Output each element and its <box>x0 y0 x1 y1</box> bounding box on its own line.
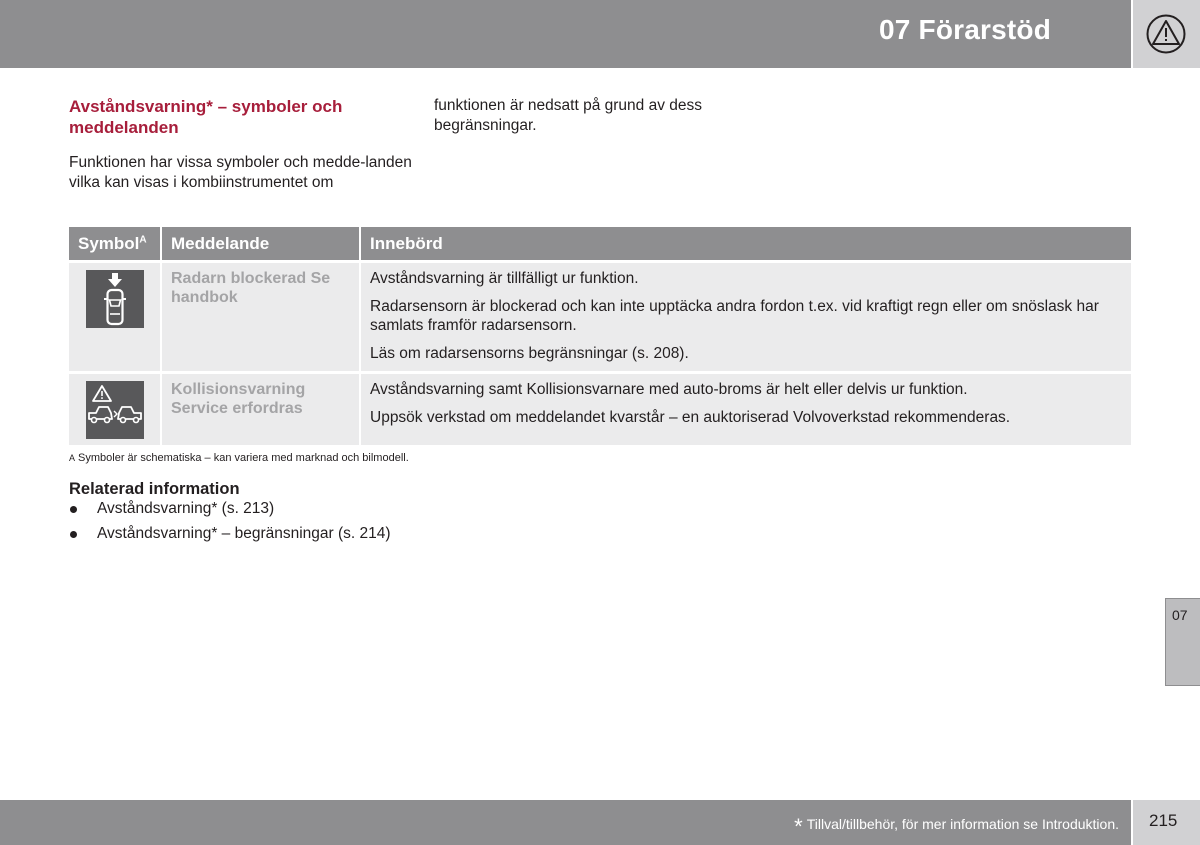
meaning-line: Läs om radarsensorns begränsningar (s. 208). <box>370 345 689 362</box>
footnote-mark: A <box>69 453 76 463</box>
meaning-line: Avståndsvarning samt Kollisionsvarnare med auto-broms är helt eller delvis ur funktion. <box>370 381 968 398</box>
related-link[interactable]: Avståndsvarning* (s. 213) <box>97 500 275 517</box>
chapter-icon-box <box>1133 0 1200 68</box>
chapter-side-tab[interactable] <box>1165 598 1200 686</box>
column-header-message: Meddelande <box>161 227 360 262</box>
bullet-icon <box>70 506 77 513</box>
symbol-cell <box>69 373 161 445</box>
page-footer <box>0 800 1131 845</box>
chapter-header <box>0 0 1131 68</box>
asterisk: * <box>794 814 803 839</box>
table-row <box>69 373 1131 445</box>
footer-note-text: Tillval/tillbehör, för mer information se Introduktion. <box>806 816 1119 832</box>
warning-triangle-icon <box>1145 14 1187 54</box>
meaning-line: Avståndsvarning är tillfälligt ur funktion. <box>370 270 639 287</box>
message-cell: Radarn blockerad Se handbok <box>161 262 360 373</box>
table-row <box>69 262 1131 373</box>
related-info-list <box>69 499 391 548</box>
radar-blocked-icon <box>86 270 144 328</box>
column-header-symbol: Symbol$^A$ <box>69 227 161 262</box>
page-number-box <box>1133 800 1200 845</box>
meaning-cell <box>360 262 1131 373</box>
collision-warning-icon <box>86 381 144 439</box>
meaning-line: Uppsök verkstad om meddelandet kvarstår – en auktoriserad Volvoverkstad rekommenderas. <box>370 409 1011 426</box>
footnote-mark: A <box>139 233 147 245</box>
list-item[interactable] <box>69 524 391 549</box>
chapter-title: 07 Förarstöd <box>879 14 1051 45</box>
column-header-meaning: Innebörd <box>360 227 1131 262</box>
list-item[interactable] <box>69 499 391 524</box>
meaning-line: Radarsensorn är blockerad och kan inte upptäcka andra fordon t.ex. vid kraftigt regn eller om snöslask har samlats framför radarsensorn. <box>370 298 1099 334</box>
message-cell: Kollisionsvarning Service erfordras <box>161 373 360 445</box>
related-link[interactable]: Avståndsvarning* – begränsningar (s. 214) <box>97 524 391 542</box>
section-heading: Avståndsvarning* – symboler och meddelanden <box>69 97 343 137</box>
table-header-row <box>69 227 1131 262</box>
symbol-cell <box>69 262 161 373</box>
intro-text-left: Funktionen har vissa symboler och medde-landen vilka kan visas i kombiinstrumentet om <box>69 154 412 191</box>
footer-note <box>794 814 1119 840</box>
table-footnote <box>69 452 409 464</box>
related-info-heading: Relaterad information <box>69 480 240 498</box>
meaning-cell <box>360 373 1131 445</box>
side-tab-label: 07 <box>1172 607 1188 623</box>
footnote-text: Symboler är schematiska – kan variera med marknad och bilmodell. <box>78 452 409 464</box>
page-number: 215 <box>1149 811 1178 830</box>
intro-text-right: funktionen är nedsatt på grund av dess begränsningar. <box>434 97 702 134</box>
symbols-messages-table <box>69 227 1131 445</box>
bullet-icon <box>70 531 77 538</box>
